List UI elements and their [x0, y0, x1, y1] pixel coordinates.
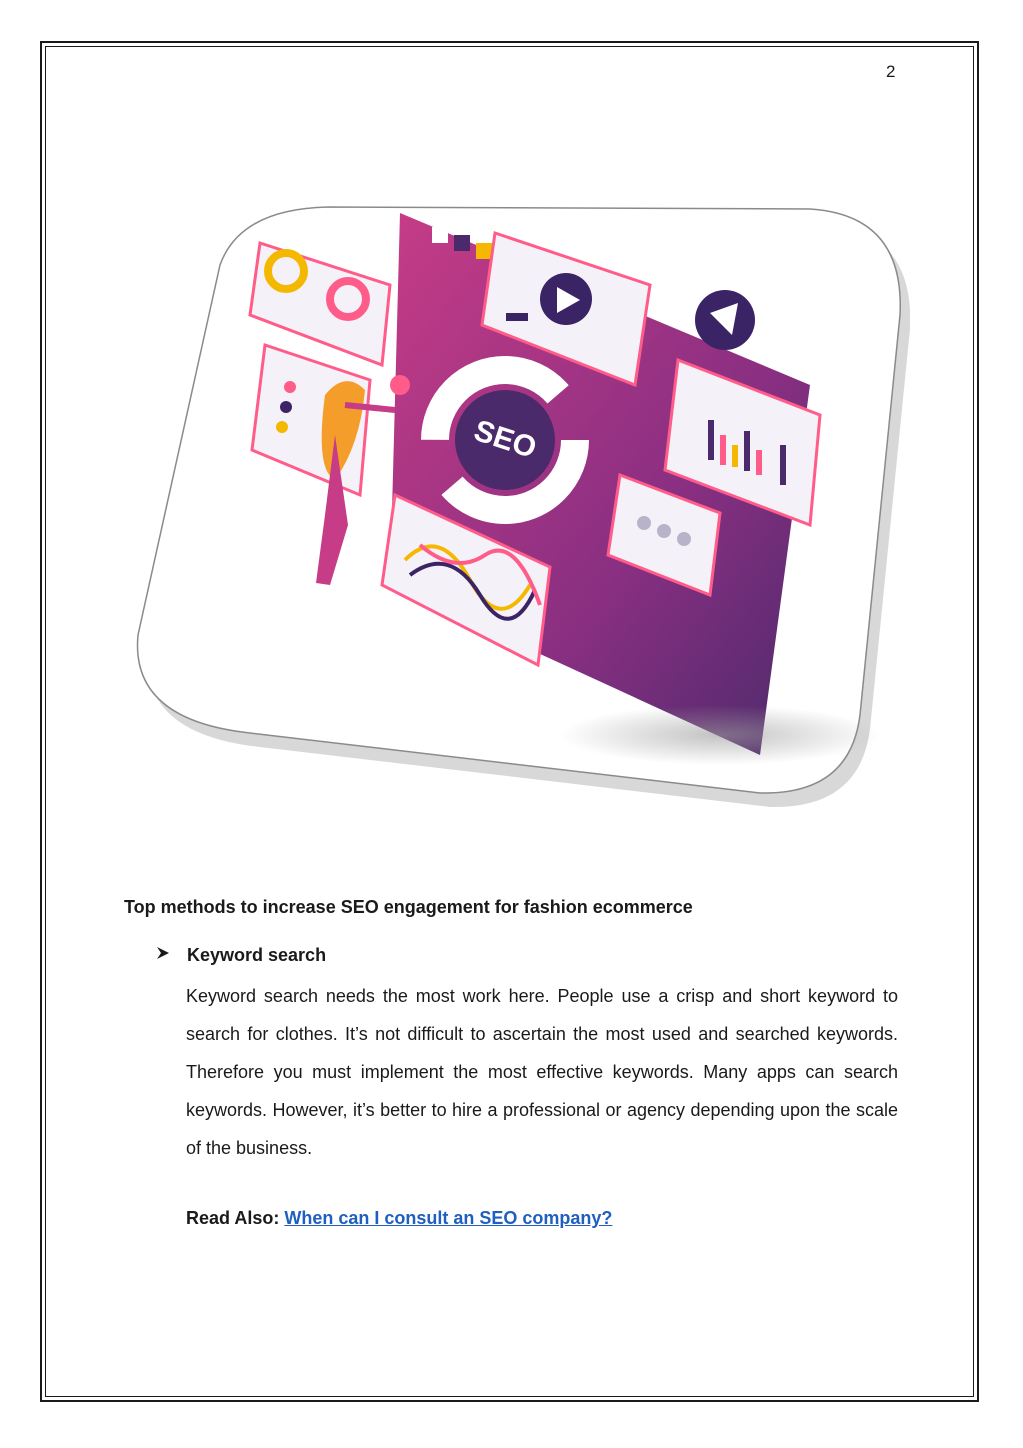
- section-heading: Top methods to increase SEO engagement for fashion ecommerce: [124, 897, 693, 917]
- seo-badge-text: SEO: [469, 414, 541, 466]
- seo-refresh-badge: [435, 370, 575, 510]
- bullet-item: [155, 945, 326, 966]
- bullet-title: Keyword search: [187, 945, 327, 965]
- board-dot-yellow: [476, 243, 492, 259]
- bullet-body: Keyword search needs the most work here. People use a crisp and short keyword to search for clothes. It’s not difficult to ascertain the most used and searched keywords. Therefore you must implement the most effective keywords. Many apps can search keywords. However, it’s better to hire a professional or agency depending upon the scale of the business.: [186, 986, 898, 1158]
- page-number: 2: [886, 62, 896, 81]
- seo-illustration: [120, 195, 910, 815]
- board-dot-white: [432, 227, 448, 243]
- read-also-link[interactable]: When can I consult an SEO company?: [284, 1208, 613, 1228]
- read-also-label: Read Also:: [186, 1208, 280, 1228]
- ground-shadow: [560, 705, 880, 765]
- read-also: [186, 1208, 612, 1229]
- arrow-bullet-icon: [155, 945, 177, 966]
- megaphone-icon: [695, 290, 755, 350]
- board-dot-dark: [454, 235, 470, 251]
